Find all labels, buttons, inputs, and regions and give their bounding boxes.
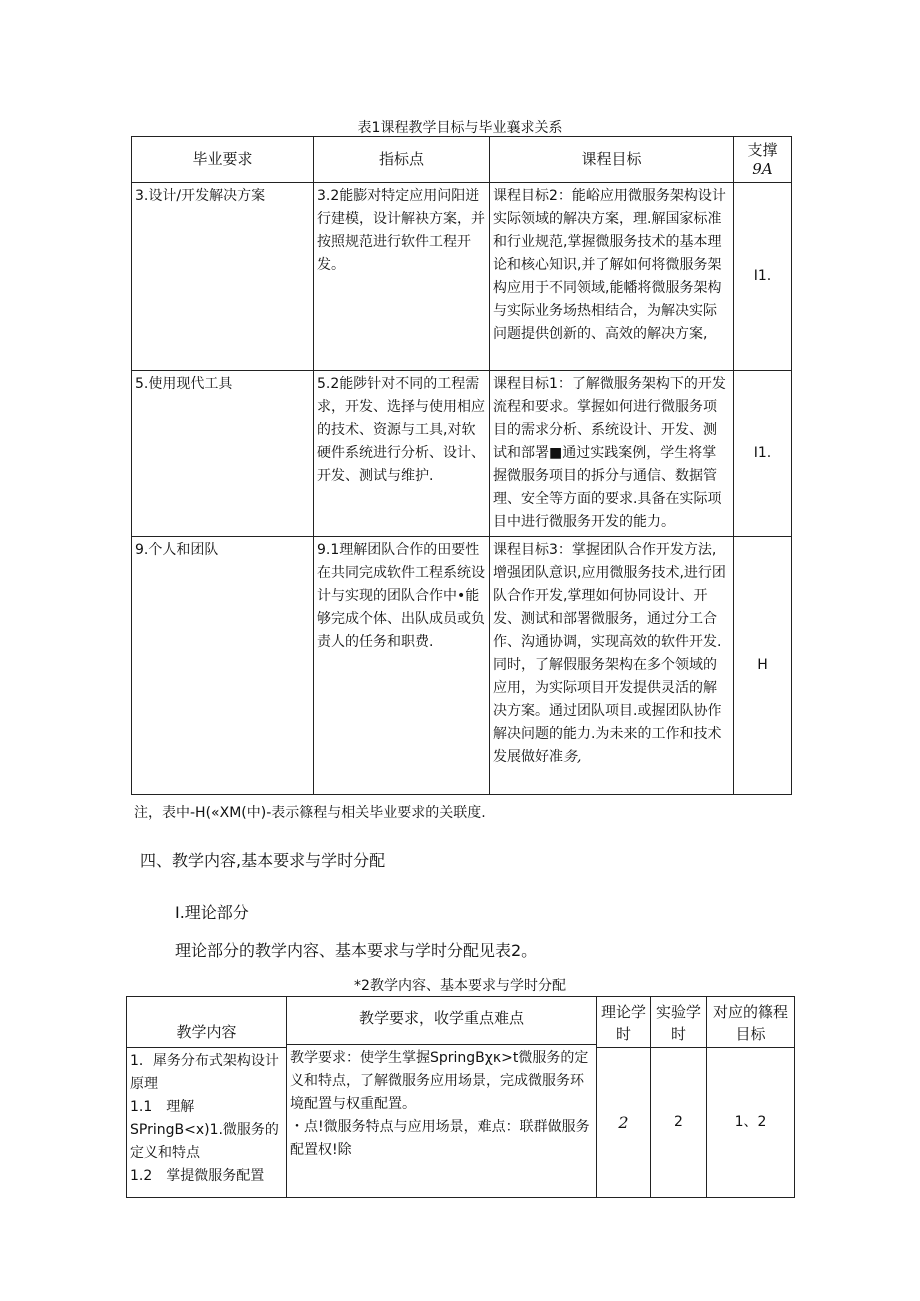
t2-header-requirement: 教学要求，收学重点难点 [287, 997, 597, 1045]
row1-support: I1. [734, 183, 792, 371]
t2-content [127, 1048, 287, 1198]
t2-header-lab: 实验学时 [651, 997, 707, 1048]
table1-header-row [132, 137, 792, 183]
row3-indicator: 9.1理解团队合作的田要性在共同完成软件工程系统设计与实现的团队合作中•能够完成个体、出队成员或负责人的任务和职费. [314, 537, 490, 795]
header-support [734, 137, 792, 183]
row1-req: 3.设计/开发解决方案 [132, 183, 314, 371]
table1-row [132, 371, 792, 537]
row2-indicator: 5.2能陟针对不同的工程需求，开发、选择与使用相应的技术、资源与工具,对软硬件系统进行分析、设计、开发、测试与维护. [314, 371, 490, 537]
t2-header-content: 教学内容 [127, 997, 287, 1048]
row3-goal-tail: 务, [563, 749, 582, 765]
t2-lab: 2 [651, 1048, 707, 1198]
row1-indicator: 3.2能膨对特定应用问阳迸行建模，设计解袂方案，并按照规范进行软件工程开发。 [314, 183, 490, 371]
table2 [126, 996, 795, 1198]
section-heading: 四、教学内容,基本要求与学时分配 [140, 851, 386, 870]
header-support-line2: 9A [752, 159, 773, 178]
table1-row [132, 183, 792, 371]
section-paragraph: 理论部分的教学内容、基本要求与学时分配见表2。 [175, 941, 538, 960]
table1-note: 注，表中-H(«XM(中)-表示篠程与相关毕业要求的关联度. [134, 805, 486, 821]
t2-content-line: 1.2 掌提微服务配置 [130, 1168, 265, 1184]
subsection-heading: I.理论部分 [175, 903, 249, 922]
header-req: 毕业要求 [132, 137, 314, 183]
t2-header-goals: 对应的篠程目标 [707, 997, 795, 1048]
table1-row [132, 537, 792, 795]
row2-support: I1. [734, 371, 792, 537]
row3-goal-main: 课程目标3：掌握团队合作开发方法,增强团队意识,应用微服务技术,进行团队合作开发,掌理如何协同设计、开发、测试和部署微服务，通过分工合作、沟通协调，实现高效的软件开发.同时，了解假服务架构在多个领域的应用，为实际项目开发提供灵活的解决方案。通过团队项目.或握团队协作解决问题的能力.为未来的工作和技术发展做好准 [493, 542, 726, 765]
row3-req: 9.个人和团队 [132, 537, 314, 795]
row3-support: H [734, 537, 792, 795]
header-goal: 课程目标 [490, 137, 734, 183]
t2-content-line: 1．犀务分布式架构设计原理 [130, 1053, 279, 1092]
table2-header-row [127, 997, 795, 1045]
row1-goal: 课程目标2：能峪应用微服务架构设计实际领域的解决方案，理.解国家标准和行业规范,掌握微服务技术的基本理论和核心知识,并了解如何将微服务架构应用于不同领域,能幡将微服务架构与实际业务场热相结合，为解决实际问题提供创新的、高效的解决方案, [490, 183, 734, 371]
row3-goal [490, 537, 734, 795]
t2-theory: 2 [597, 1048, 651, 1198]
t2-requirement [287, 1045, 597, 1198]
row2-goal: 课程目标1：了解微服务架构下的开发流程和要求。掌握如何进行微服务项目的需求分析、系统设计、开发、测试和部署■通过实践案例，学生将掌握微服务项目的拆分与通信、数据管理、安全等方面的要求.具备在实际项目中进行微服务开发的能力。 [490, 371, 734, 537]
t2-header-theory: 理论学时 [597, 997, 651, 1048]
t2-requirement-key: ・点!微服务特点与应用场景，难点：联群做服务配置权!除 [290, 1119, 590, 1158]
header-support-line1: 支撑 [747, 140, 778, 159]
table2-caption: *2教学内容、基本要求与学时分配 [354, 978, 566, 994]
header-indicator: 指标点 [314, 137, 490, 183]
row2-req: 5.使用现代工具 [132, 371, 314, 537]
table1-caption: 表1课程教学目标与毕业襄求关系 [357, 120, 563, 136]
table1 [131, 136, 792, 795]
t2-requirement-main: 教学要求：使学生掌握SpringBχκ>t微服务的定义和特点，了解微服务应用场景，完成微服务环境配置与权重配置。 [290, 1050, 589, 1112]
t2-goals: 1、2 [707, 1048, 795, 1198]
t2-content-line: 1.1 理解SPringB<x)1.微服务的定义和特点 [130, 1099, 279, 1161]
